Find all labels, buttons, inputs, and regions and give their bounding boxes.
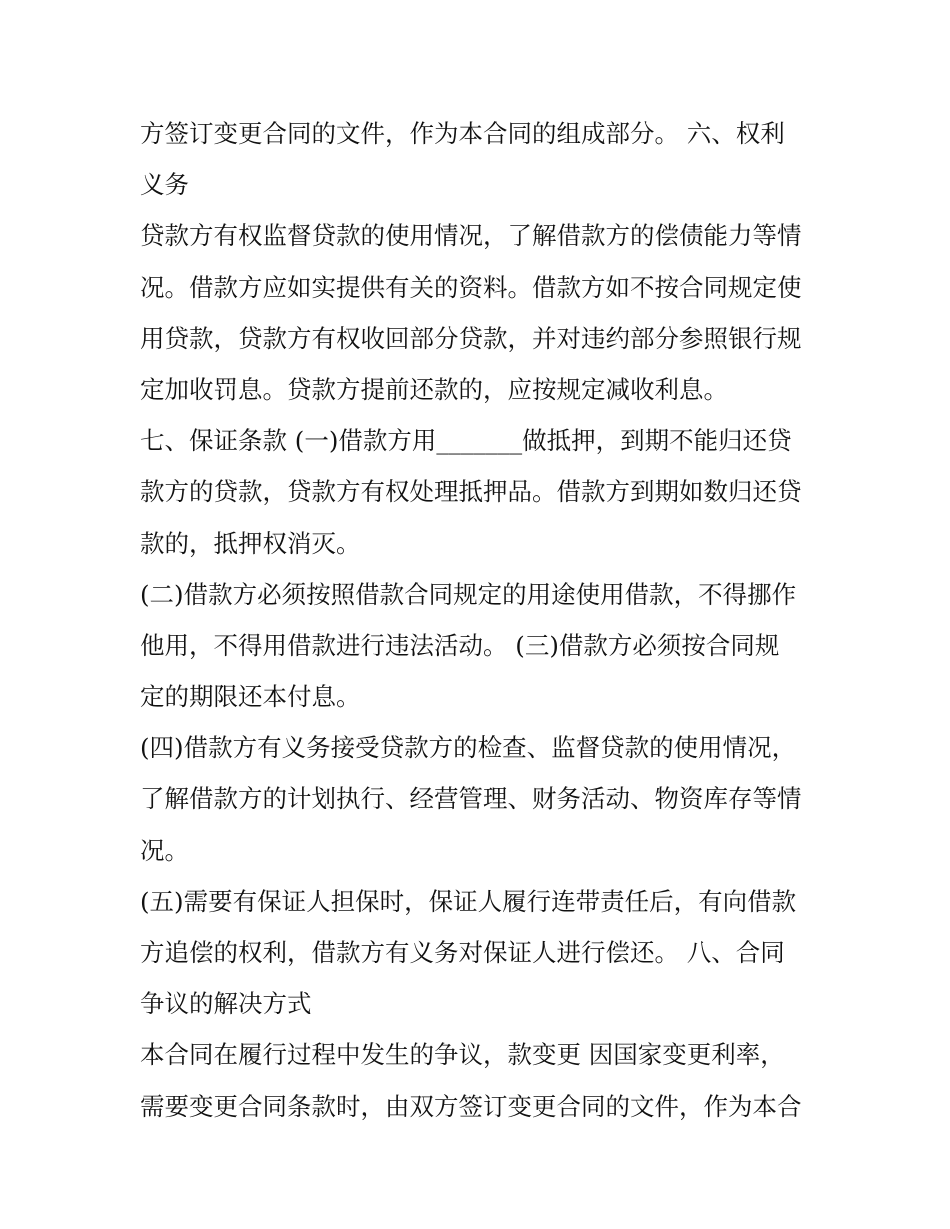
text-line: 用贷款，贷款方有权收回部分贷款，并对违约部分参照银行规 bbox=[140, 323, 802, 353]
text-line: 方签订变更合同的文件，作为本合同的组成部分。 六、权利 bbox=[140, 119, 785, 148]
text-line: 况。 bbox=[140, 835, 189, 865]
text-line: 争议的解决方式 bbox=[140, 989, 312, 1019]
text-line: 需要变更合同条款时，由双方签订变更合同的文件，作为本合 bbox=[140, 1091, 802, 1121]
text-line: 款的，抵押权消灭。 bbox=[140, 528, 361, 558]
text-line: 了解借款方的计划执行、经营管理、财务活动、物资库存等情 bbox=[140, 784, 802, 814]
text-line: (四)借款方有义务接受贷款方的检查、监督贷款的使用情况， bbox=[140, 733, 797, 763]
text-line: 方追偿的权利，借款方有义务对保证人进行偿还。 八、合同 bbox=[140, 938, 785, 967]
text-line: 本合同在履行过程中发生的争议，款变更 因国家变更利率， bbox=[140, 1040, 785, 1070]
text-line: 款方的贷款，贷款方有权处理抵押品。借款方到期如数归还贷 bbox=[140, 477, 802, 507]
document-body bbox=[140, 108, 830, 1132]
text-line: 定的期限还本付息。 bbox=[140, 682, 361, 712]
text-line: 他用，不得用借款进行违法活动。 (三)借款方必须按合同规 bbox=[140, 630, 780, 660]
text-line: 贷款方有权监督贷款的使用情况，了解借款方的偿债能力等情 bbox=[140, 221, 802, 251]
text-line: 七、保证条款 (一)借款方用_______做抵押，到期不能归还贷 bbox=[140, 426, 792, 456]
text-line: 义务 bbox=[140, 170, 189, 200]
text-line: (五)需要有保证人担保时，保证人履行连带责任后，有向借款 bbox=[140, 886, 797, 916]
text-line: 况。借款方应如实提供有关的资料。借款方如不按合同规定使 bbox=[140, 272, 802, 302]
text-line: (二)借款方必须按照借款合同规定的用途使用借款，不得挪作 bbox=[140, 579, 797, 609]
text-line: 定加收罚息。贷款方提前还款的，应按规定减收利息。 bbox=[140, 374, 728, 404]
